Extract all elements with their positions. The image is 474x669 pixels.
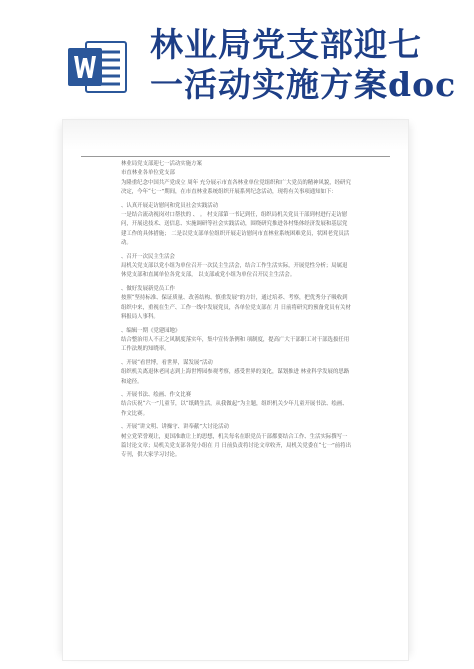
- paragraph: 为隆重纪念中国共产党成立 周年 充分展示市直各林业单位党组织和广大党员的精神风貌，经研究决定，今年“七一”期间，在市直林业系统组织开展系列纪念活动，现将有关事项通知如下：: [121, 179, 351, 196]
- header-rule: [81, 156, 390, 157]
- paragraph: 按照“坚持标准、保证质量、改善结构、慎重发展”的方针，通过培养、考察，把优秀分子吸收到组织中来，重视在生产、工作一线中发展党员，各单位党支部在 月 日前将研究的预备党员有关材料报局人事科。: [121, 295, 351, 321]
- document-page: [63, 120, 408, 660]
- section-heading: 、开展“讲文明、讲操守、讲奉献”大讨论活动: [121, 424, 229, 431]
- document-heading: 林业局党支部迎七一活动实施方案: [121, 161, 202, 167]
- word-document-icon: [66, 38, 128, 96]
- banner: [0, 0, 474, 112]
- section-heading: 、编辑一期《党建园地》: [121, 327, 181, 334]
- document-body: [121, 160, 351, 461]
- paragraph: 树立党荣誉观让，更国准敢让上的思想，机关每名在职党员干部都要结合工作、生活实际撰写一篇讨论文章；局机关党支部各党小组在 月 日前负责将讨论文章收齐，局机关党委在“七一”前将出专刊，供大家学习讨论。: [121, 433, 351, 459]
- paragraph: 一是结合流动视岗对口帮扶的 、 。 村支部第一书记到任，组织局机关党员干部到村进行走访慰问，开展送技术、送信息、实施调研等社会实践活动，围绕研究推进各村集体经济发展和基层党建工作的具体措施； 二是以党支部单位组织开展走访慰问市直林业系统困难党员，状困老党员活动。: [121, 212, 350, 247]
- section-heading: 、做好发展新党员工作: [121, 285, 175, 292]
- document-title-line-1: 林业局党支部迎七: [150, 25, 422, 64]
- section-heading: 、认真开展走访慰问和党员社会实践活动: [121, 202, 219, 209]
- section-heading: 、开展书法、绘画、作文比赛: [121, 391, 192, 398]
- section-heading: 、开展“看世博，看世界，谋发展”活动: [121, 359, 213, 366]
- document-title-line-2: 一活动实施方案doc: [150, 65, 457, 104]
- paragraph: 结合庆祝“六一”儿童节，以“纸鹤生活，从我做起”为主题，组织机关少年儿童开展书法、绘画、作文比赛。: [121, 401, 348, 417]
- section-heading: 、召开一次民主生活会: [121, 253, 175, 260]
- document-recipient: 市直林业各单位党支部: [121, 170, 175, 177]
- paragraph: 结合整治用人不正之风制度落实年，集中宣传条例和 项制度，提高广大干部职工对干部选拔任用工作法规的知晓率。: [121, 336, 350, 353]
- paragraph-list: [121, 179, 351, 461]
- paragraph: 组织机关离退休老同志到上海世博园参观考察，感受世界的变化，谋划推进 林业科学发展的思路和途径。: [121, 369, 350, 385]
- paragraph: 局机关党支部以党小组为单位召开一次民主生活会，结合工作生活实际，开展党性分析；局属退休党支部和直属单位各党支部， 以支部或党小组为单位召开民主生活会。: [121, 263, 348, 279]
